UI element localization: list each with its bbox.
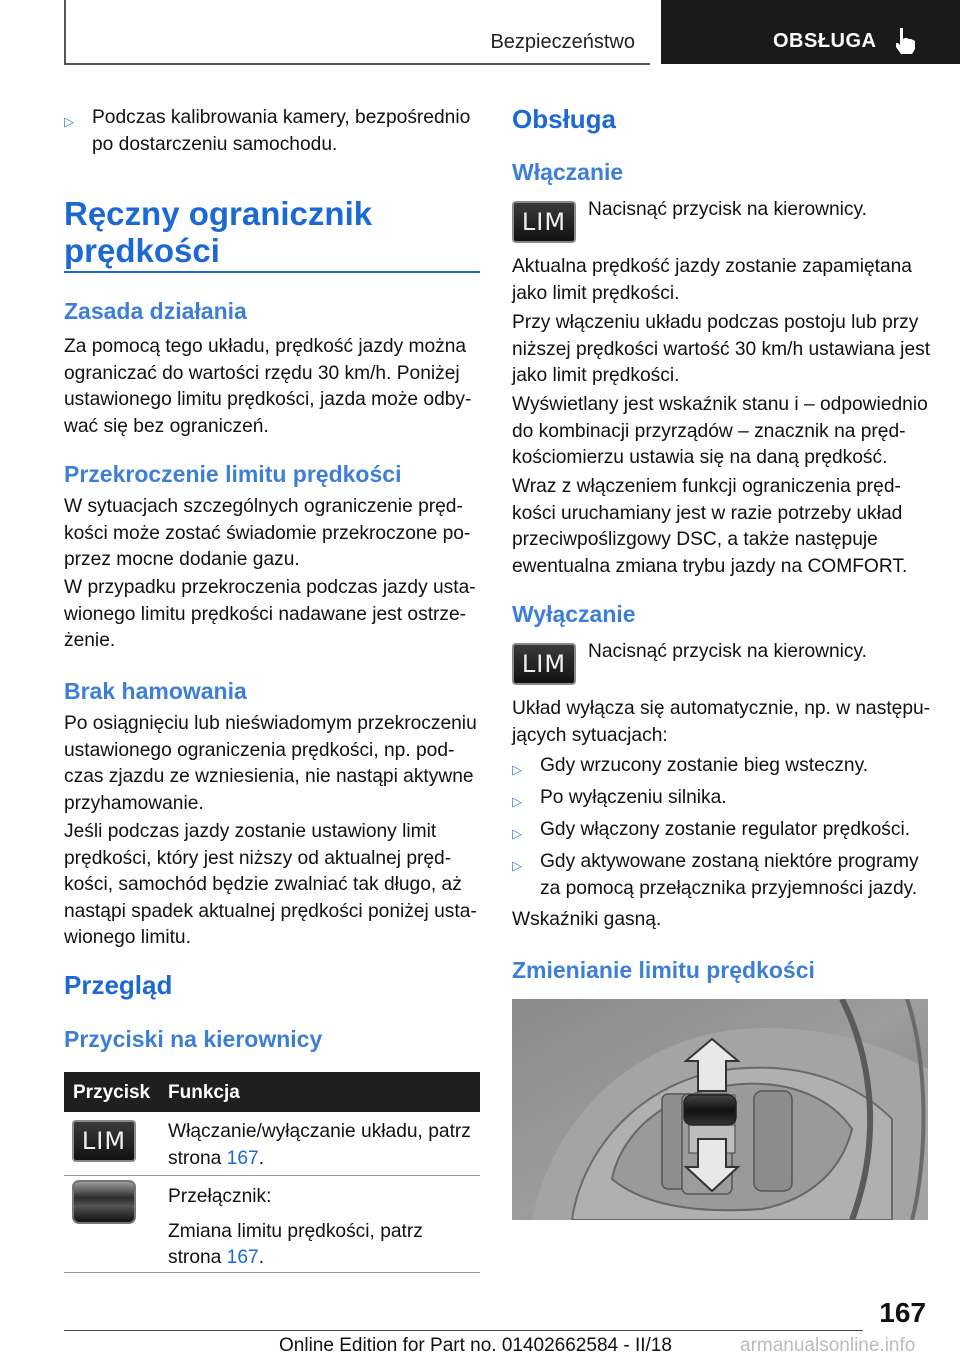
page-number: 167 xyxy=(879,1297,926,1328)
paragraph-wlaczanie-1: Aktualna prędkość jazdy zostanie zapamiętana jako limit prędkości. xyxy=(512,256,912,304)
header-left-rule xyxy=(64,0,66,64)
section-title-obsluga: Obsługa xyxy=(512,104,617,134)
bullet-triangle-icon: ▷ xyxy=(512,762,522,777)
lim-button-icon: LIM xyxy=(512,643,576,685)
bullet-triangle-icon: ▷ xyxy=(64,114,74,129)
header-section-title: Bezpieczeństwo xyxy=(490,31,635,53)
watermark-logo: armanualsonline.info xyxy=(740,1335,916,1356)
header-chapter-label: OBSŁUGA xyxy=(773,30,877,52)
paragraph-zasada: Za pomocą tego układu, prędkość jazdy można ograniczać do wartości rzędu 30 km/h. Poniżej ustawionego limitu prędkości, jazda może odby‐ wać się bez ograniczeń. xyxy=(64,336,472,437)
subsection-title-zmienianie: Zmienianie limitu prędkości xyxy=(512,957,815,983)
table-header-funkcja: Funkcja xyxy=(168,1082,240,1103)
page-link[interactable]: 167 xyxy=(226,1147,259,1169)
instruction-wylaczanie: Nacisnąć przycisk na kierownicy. xyxy=(588,641,868,662)
footer-rule xyxy=(64,1330,863,1331)
paragraph-przekroczenie-2: W przypadku przekroczenia podczas jazdy usta‐ wionego limitu prędkości nadawane jest ostrze‐ żenie. xyxy=(64,577,476,651)
pointing-hand-icon xyxy=(893,26,919,56)
page-link[interactable]: 167 xyxy=(226,1247,259,1268)
bullet-triangle-icon: ▷ xyxy=(512,826,522,841)
chapter-title-line1: Ręczny ogranicznik xyxy=(64,195,373,232)
subsection-title-wylaczanie: Wyłączanie xyxy=(512,601,636,627)
table-row-divider xyxy=(64,1175,480,1176)
lim-button-icon: LIM xyxy=(72,1120,136,1162)
paragraph-wlaczanie-3: Wyświetlany jest wskaźnik stanu i – odpowiednio do kombinacji przyrządów – znacznik na pręd‐ kościomierzu ustawia się na daną prędkość. xyxy=(512,394,928,468)
paragraph-wylaczanie-1: Układ wyłącza się automatycznie, np. w następu‐ jących sytuacjach: xyxy=(512,698,931,746)
subsection-title-przyciski: Przyciski na kierownicy xyxy=(64,1026,323,1052)
instruction-wlaczanie: Nacisnąć przycisk na kierownicy. xyxy=(588,199,868,220)
table-header xyxy=(64,1072,480,1112)
section-title-przeglad: Przegląd xyxy=(64,970,173,1000)
table-row: Przełącznik: Zmiana limitu prędkości, patrz strona 167. xyxy=(168,1186,423,1268)
bullet-triangle-icon: ▷ xyxy=(512,858,522,873)
lim-button-icon: LIM xyxy=(512,201,576,243)
paragraph-wlaczanie-2: Przy włączeniu układu podczas postoju lub przy niższej prędkości wartość 30 km/h ustawiana jest jako limit prędkości. xyxy=(512,312,931,386)
table-header-przycisk: Przycisk xyxy=(73,1082,151,1103)
rocker-switch-icon xyxy=(72,1180,136,1224)
list-item: ▷ Gdy aktywowane zostaną niektóre programy za pomocą przełącznika przyjemności jazdy. xyxy=(512,851,919,899)
list-item: ▷ Gdy wrzucony zostanie bieg wsteczny. xyxy=(512,753,928,780)
section-title-brak: Brak hamowania xyxy=(64,678,247,704)
paragraph-wskazniki: Wskaźniki gasną. xyxy=(512,909,662,930)
bullet-triangle-icon: ▷ xyxy=(512,794,522,809)
chapter-title-rule xyxy=(64,271,480,273)
list-item: ▷ Po wyłączeniu silnika. xyxy=(512,785,928,812)
paragraph-przekroczenie-1: W sytuacjach szczególnych ograniczenie pręd‐ kości może zostać świadomie przekroczone po‐ przez mocne dodanie gazu. xyxy=(64,496,471,570)
header-bottom-rule xyxy=(64,63,650,65)
footer-edition: Online Edition for Part no. 01402662584 - II/18 xyxy=(279,1335,672,1356)
section-title-zasada: Zasada działania xyxy=(64,298,247,324)
section-title-przekroczenie: Przekroczenie limitu prędkości xyxy=(64,461,402,487)
list-item: ▷ Podczas kalibrowania kamery, bezpośrednio po dostarczeniu samochodu. xyxy=(64,107,471,155)
header-chapter-tab[interactable] xyxy=(661,0,960,64)
list-item: ▷ Gdy włączony zostanie regulator prędkości. xyxy=(512,817,928,844)
paragraph-brak-1: Po osiągnięciu lub nieświadomym przekroczeniu ustawionego ograniczenia prędkości, np. pod‐ czas zjazdu ze wzniesienia, nie nastąpi aktywne przyhamowanie. xyxy=(64,713,477,814)
table-bottom-rule xyxy=(64,1272,480,1273)
paragraph-brak-2: Jeśli podczas jazdy zostanie ustawiony limit prędkości, który jest niższy od aktualnej pręd‐ kości, samochód będzie zwalniać tak długo, aż nastąpi spadek aktualnej prędkości poniżej usta‐ wionego limitu. xyxy=(64,821,477,948)
chapter-title-line2: prędkości xyxy=(64,232,220,269)
paragraph-wlaczanie-4: Wraz z włączeniem funkcji ograniczenia pręd‐ kości uruchamiany jest w razie potrzeby układ przeciwpoślizgowy DSC, a także następuje ewentualna zmiana trybu jazdy na COMFORT. xyxy=(512,476,908,577)
subsection-title-wlaczanie: Włączanie xyxy=(512,159,624,185)
table-row: Włączanie/wyłączanie układu, patrz strona 167. xyxy=(168,1121,471,1169)
steering-wheel-switch-photo xyxy=(512,999,928,1220)
